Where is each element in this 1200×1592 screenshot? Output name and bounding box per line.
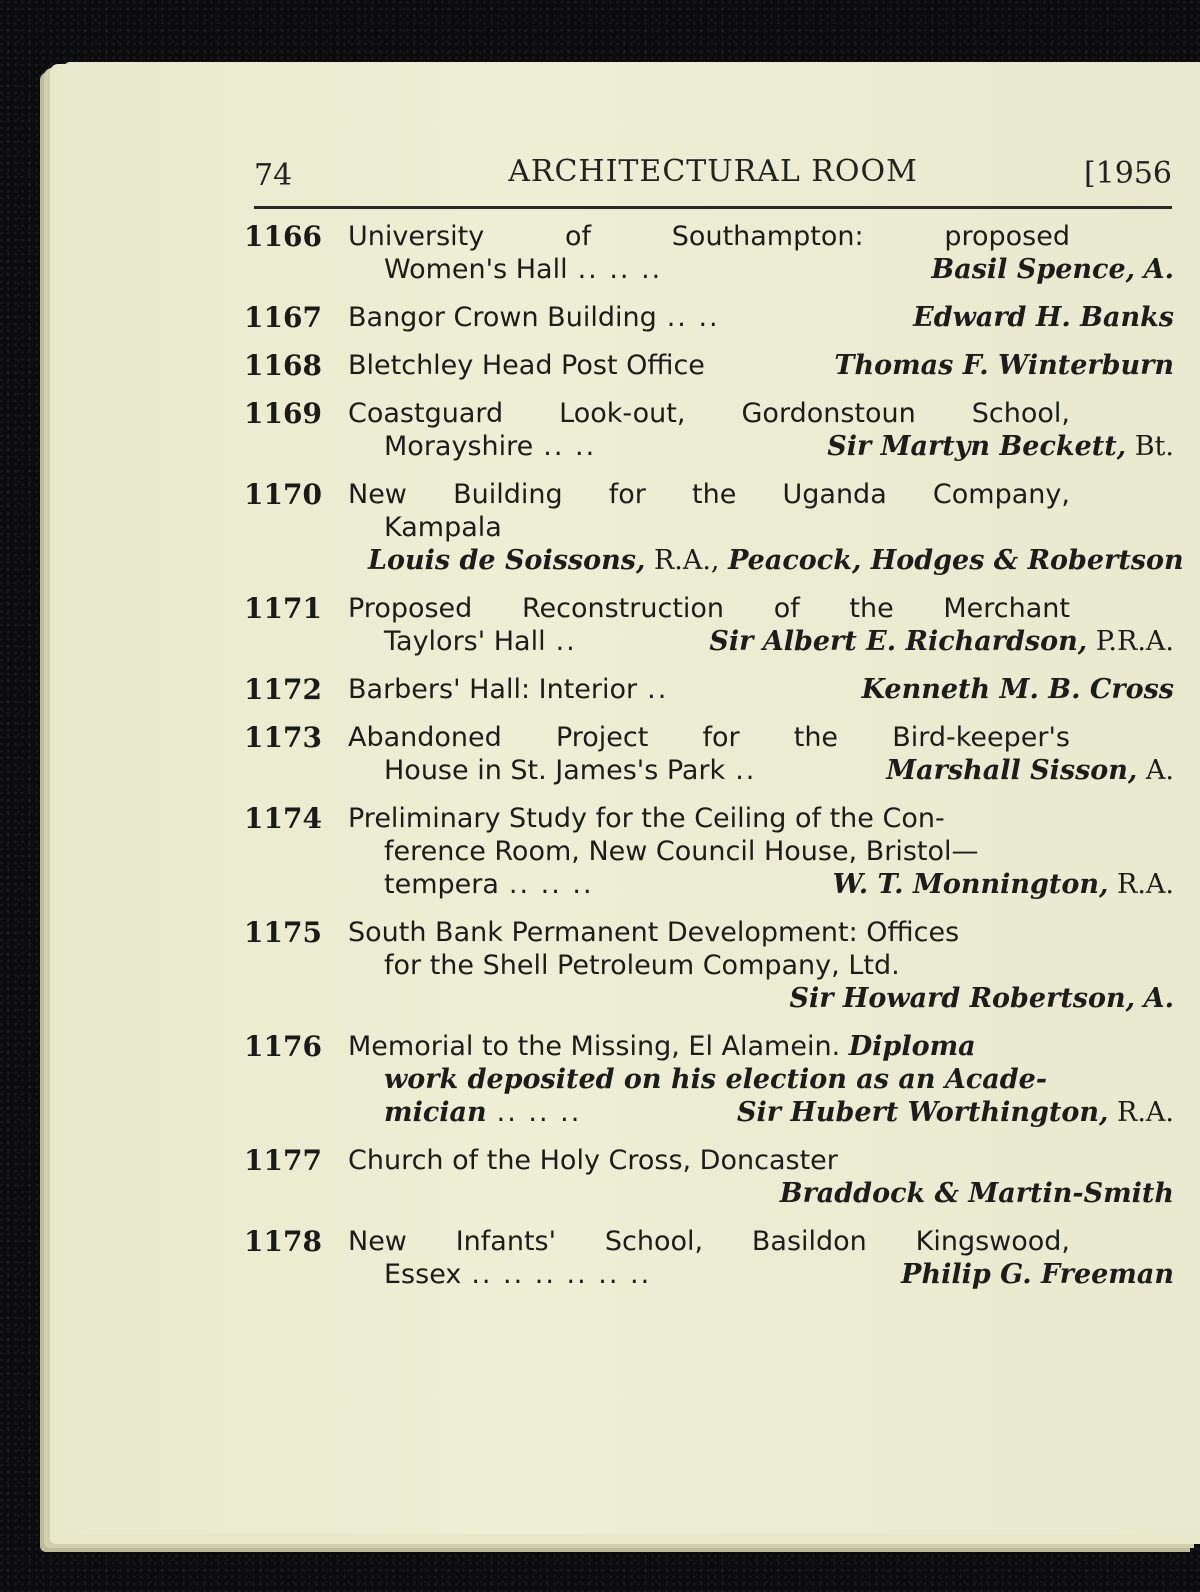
entry-title: Coastguard Look-out, Gordonstoun School, bbox=[348, 398, 1070, 429]
entry-post-nominal: R.A. bbox=[1117, 1097, 1174, 1128]
entry-number: 1166 bbox=[244, 220, 322, 253]
dot-leader: .. .. .. .. .. .. bbox=[471, 1259, 652, 1290]
entry-title: Memorial to the Missing, El Alamein. Diploma bbox=[348, 1031, 976, 1062]
entry-title: New Building for the Uganda Company, bbox=[348, 479, 1070, 510]
dot-leader: .. bbox=[647, 674, 669, 705]
entry-title-cont: Taylors' Hall bbox=[384, 626, 546, 657]
catalogue-entry bbox=[244, 1030, 1174, 1129]
dot-leader: .. .. .. bbox=[496, 1097, 582, 1128]
catalogue-entries bbox=[244, 220, 1184, 1306]
catalogue-entry bbox=[244, 721, 1174, 787]
entry-architect: Braddock & Martin-Smith bbox=[779, 1178, 1174, 1209]
entry-note-cont: mician bbox=[384, 1097, 487, 1128]
diploma-note: Diploma bbox=[848, 1031, 976, 1062]
entry-title: Bletchley Head Post Office bbox=[348, 350, 705, 381]
entry-number: 1175 bbox=[244, 916, 322, 949]
entry-post-nominal: P.R.A. bbox=[1095, 626, 1174, 657]
entry-architect: Thomas F. Winterburn bbox=[834, 350, 1174, 381]
catalogue-entry bbox=[244, 673, 1174, 706]
entry-title-cont: House in St. James's Park bbox=[384, 755, 726, 786]
entry-architect: Kenneth M. B. Cross bbox=[861, 674, 1174, 705]
entry-number: 1169 bbox=[244, 397, 322, 430]
entry-number: 1176 bbox=[244, 1030, 322, 1063]
entry-title: Bangor Crown Building bbox=[348, 302, 657, 333]
catalogue-entry bbox=[244, 301, 1174, 334]
entry-post-nominal: A. bbox=[1145, 755, 1174, 786]
entry-architect: Sir Albert E. Richardson, bbox=[709, 626, 1088, 657]
catalogue-entry bbox=[244, 220, 1174, 286]
entry-number: 1177 bbox=[244, 1144, 322, 1177]
entry-post-nominal: A. bbox=[1143, 254, 1174, 285]
entry-title-cont: for the Shell Petroleum Company, Ltd. bbox=[384, 950, 900, 981]
dot-leader: .. bbox=[555, 626, 577, 657]
header-rule bbox=[254, 206, 1172, 209]
entry-title: University of Southampton: proposed bbox=[348, 221, 1070, 252]
dot-leader: .. .. .. bbox=[508, 869, 594, 900]
entry-title: South Bank Permanent Development: Offices bbox=[348, 917, 960, 948]
entry-title-cont: ference Room, New Council House, Bristol— bbox=[384, 836, 979, 867]
page-number: 74 bbox=[254, 158, 293, 193]
entry-number: 1170 bbox=[244, 478, 322, 511]
entry-title: Abandoned Project for the Bird-keeper's bbox=[348, 722, 1070, 753]
entry-number: 1173 bbox=[244, 721, 322, 754]
catalogue-entry bbox=[244, 592, 1174, 658]
entry-number: 1171 bbox=[244, 592, 322, 625]
entry-post-nominal: R.A. bbox=[1117, 869, 1174, 900]
entry-number: 1167 bbox=[244, 301, 322, 334]
entry-title-cont: Essex bbox=[384, 1259, 462, 1290]
catalogue-entry bbox=[244, 349, 1174, 382]
entry-post-nominal: A. bbox=[1143, 983, 1174, 1014]
entry-architect: Basil Spence, bbox=[931, 254, 1136, 285]
running-header bbox=[254, 150, 1172, 198]
entry-architect: Sir Hubert Worthington, bbox=[736, 1097, 1109, 1128]
entry-architect: W. T. Monnington, bbox=[832, 869, 1109, 900]
entry-title: Preliminary Study for the Ceiling of the Con- bbox=[348, 803, 945, 834]
entry-architect: Sir Howard Robertson, bbox=[789, 983, 1136, 1014]
entry-architect-partners: Peacock, Hodges & Robertson bbox=[728, 545, 1184, 576]
catalogue-entry bbox=[244, 802, 1174, 901]
page-title: ARCHITECTURAL ROOM bbox=[508, 154, 918, 189]
catalogue-entry bbox=[244, 916, 1174, 1015]
entry-title-cont: Morayshire bbox=[384, 431, 534, 462]
header-year: [1956 bbox=[1083, 156, 1172, 191]
entry-number: 1168 bbox=[244, 349, 322, 382]
entry-note: work deposited on his election as an Acade- bbox=[384, 1064, 1048, 1095]
entry-title-cont: tempera bbox=[384, 869, 499, 900]
entry-title-cont: Kampala bbox=[384, 512, 502, 543]
entry-post-nominal: Bt. bbox=[1134, 431, 1174, 462]
dot-leader: .. .. bbox=[543, 431, 597, 462]
catalogue-entry bbox=[244, 478, 1184, 577]
entry-architect: Marshall Sisson, bbox=[886, 755, 1138, 786]
catalogue-entry bbox=[244, 1144, 1174, 1210]
catalogue-entry bbox=[244, 397, 1174, 463]
entry-number: 1178 bbox=[244, 1225, 322, 1258]
entry-architect: Philip G. Freeman bbox=[901, 1259, 1174, 1290]
entry-architect: Sir Martyn Beckett, bbox=[827, 431, 1127, 462]
dot-leader: .. .. bbox=[666, 302, 720, 333]
entry-architect: Edward H. Banks bbox=[913, 302, 1174, 333]
entry-title: Barbers' Hall: Interior bbox=[348, 674, 638, 705]
entry-number: 1172 bbox=[244, 673, 322, 706]
dot-leader: .. bbox=[735, 755, 757, 786]
catalogue-entry bbox=[244, 1225, 1174, 1291]
entry-title: New Infants' School, Basildon Kingswood, bbox=[348, 1226, 1070, 1257]
entry-architect: Louis de Soissons, bbox=[368, 545, 646, 576]
entry-title: Church of the Holy Cross, Doncaster bbox=[348, 1145, 838, 1176]
entry-post-nominal: R.A., bbox=[653, 545, 720, 576]
entry-title: Proposed Reconstruction of the Merchant bbox=[348, 593, 1070, 624]
entry-number: 1174 bbox=[244, 802, 322, 835]
entry-title-cont: Women's Hall bbox=[384, 254, 568, 285]
dot-leader: .. .. .. bbox=[577, 254, 663, 285]
